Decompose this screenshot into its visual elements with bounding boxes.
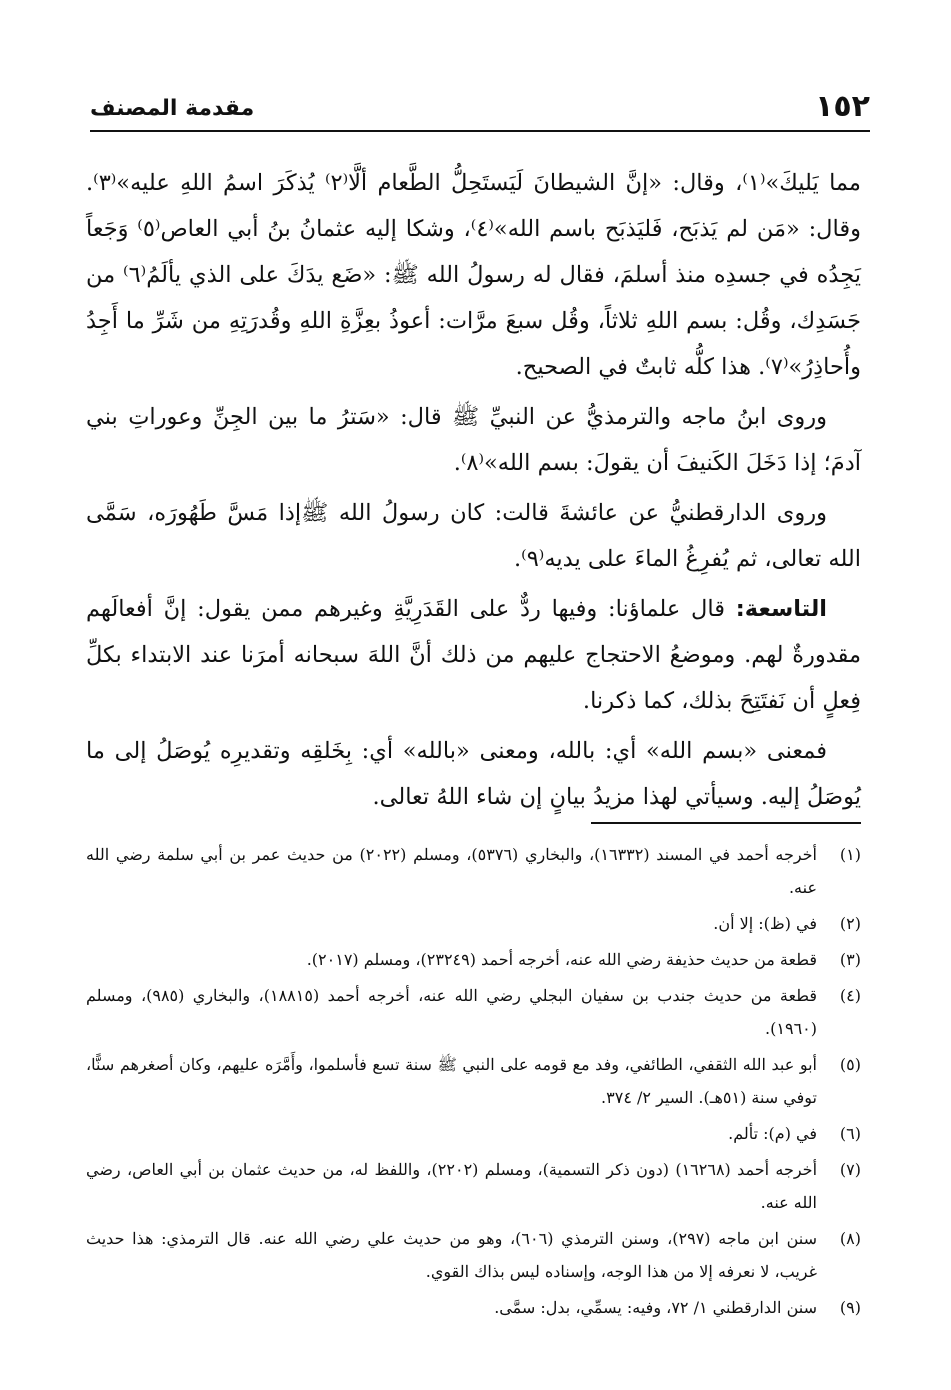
footnote-number: (٣) — [839, 950, 861, 969]
footnote-number: (٥) — [839, 1055, 861, 1074]
paragraph-ninth — [86, 586, 861, 724]
footnote — [86, 907, 861, 940]
footnote-text: أبو عبد الله الثقفي، الطائفي، وفد مع قومه على النبي ﷺ سنة تسع فأسلموا، وأَمَّرَه عليهم، وكان أصغرهم سنًّا، توفي سنة (٥١هـ). السير ٢/ ٣٧٤. — [86, 1055, 817, 1107]
footnote-separator — [591, 822, 861, 824]
footnotes — [86, 838, 861, 1327]
footnote-number: (١) — [839, 845, 861, 864]
paragraph: وروى ابنُ ماجه والترمذيُّ عن النبيِّ ﷺ قال: «سَترُ ما بين الجِنِّ وعوراتِ بني آدمَ؛ إذا دَخَلَ الكَنيفَ أن يقولَ: بسم الله»⁽٨⁾. — [86, 404, 861, 476]
footnote-text: قطعة من حديث جندب بن سفيان البجلي رضي الله عنه، أخرجه أحمد (١٨٨١٥)، والبخاري (٩٨٥)، ومسلم (١٩٦٠). — [86, 986, 817, 1038]
footnote — [86, 838, 861, 904]
footnote-text: في (م): تألم. — [728, 1124, 817, 1143]
footnote — [86, 1117, 861, 1150]
footnote-text: سنن ابن ماجه (٢٩٧)، وسنن الترمذي (٦٠٦)، وهو من حديث علي رضي الله عنه. قال الترمذي: هذا حديث غريب، لا نعرفه إلا من هذا الوجه، وإسناده ليس بذاك القوي. — [86, 1229, 818, 1281]
footnote-number: (٨) — [839, 1229, 861, 1248]
paragraph: مما يَليكَ»⁽١⁾، وقال: «إنَّ الشيطانَ لَيَستَحِلُّ الطَّعام ألَّا⁽٢⁾ يُذكَرَ اسمُ اللهِ عليه»⁽٣⁾. وقال: «مَن لم يَذبَح، فَليَذبَح باسم الله»⁽٤⁾، وشكا إليه عثمانُ بنُ أبي العاص⁽٥⁾ وَجَعاً يَجِدُه في جسدِه منذ أسلمَ، فقال له رسولُ الله ﷺ: «ضَع يدَكَ على الذي يألَمُ⁽٦⁾ من جَسَدِك، وقُل: بسم اللهِ ثلاثاً، وقُل سبعَ مرَّات: أعوذُ بعِزَّةِ اللهِ وقُدرَتِهِ من شَرِّ ما أَجِدُ وأُحاذِرُ»⁽٧⁾. هذا كلُّه ثابتٌ في الصحيح. — [86, 170, 862, 380]
footnote-text: في (ظ): إلا أن. — [713, 914, 817, 933]
footnote-text: سنن الدارقطني ١/ ٧٢، وفيه: يسمِّي، بدل: سمَّى. — [494, 1298, 817, 1317]
footnote-text: قطعة من حديث حذيفة رضي الله عنه، أخرجه أحمد (٢٣٢٤٩)، ومسلم (٢٠١٧). — [306, 950, 817, 969]
footnote-text: أخرجه أحمد في المسند (١٦٣٣٢)، والبخاري (٥٣٧٦)، ومسلم (٢٠٢٢) من حديث عمر بن أبي سلمة رضي الله عنه. — [86, 845, 817, 897]
footnote — [86, 1222, 861, 1288]
footnote-number: (٦) — [839, 1124, 861, 1143]
paragraph: فمعنى «بسم الله» أي: بالله، ومعنى «بالله» أي: بِخَلقِه وتقديرِه يُوصَلُ إلى ما يُوصَلُ إليه. وسيأتي لهذا مزيدُ بيانٍ إن شاء اللهُ تعالى. — [86, 738, 861, 810]
running-title: مقدمة المصنف — [90, 96, 255, 121]
footnote — [86, 943, 861, 976]
footnote — [86, 1153, 861, 1219]
main-text — [86, 160, 861, 824]
footnote-number: (٧) — [839, 1160, 861, 1179]
paragraph: وروى الدارقطنيُّ عن عائشةَ قالت: كان رسولُ الله ﷺإذا مَسَّ طَهُورَه، سَمَّى الله تعالى، ثم يُفرِغُ الماءَ على يديه⁽٩⁾. — [86, 500, 861, 572]
footnote-number: (٤) — [839, 986, 861, 1005]
footnote — [86, 1048, 861, 1114]
ninth-label: التاسعة: — [735, 596, 828, 622]
footnote — [86, 979, 861, 1045]
paragraph-text: قال علماؤنا: وفيها ردٌّ على القَدَرِيَّةِ وغيرهم ممن يقول: إنَّ أفعالَهم مقدورةٌ لهم. وموضعُ الاحتجاج عليهم من ذلك أنَّ اللهَ سبحانه أمرَنا عند الابتداء بكلِّ فِعلٍ أن نَفتَتِحَ بذلك، كما ذكرنا. — [86, 596, 861, 714]
page-number: ١٥٢ — [815, 89, 870, 124]
footnote-number: (٩) — [839, 1298, 861, 1317]
footnote-text: أخرجه أحمد (١٦٢٦٨) (دون ذكر التسمية)، ومسلم (٢٢٠٢)، واللفظ له، من حديث عثمان بن أبي العاص، رضي الله عنه. — [86, 1160, 818, 1212]
page-header — [90, 86, 870, 132]
footnote — [86, 1291, 861, 1324]
footnote-number: (٢) — [839, 914, 861, 933]
